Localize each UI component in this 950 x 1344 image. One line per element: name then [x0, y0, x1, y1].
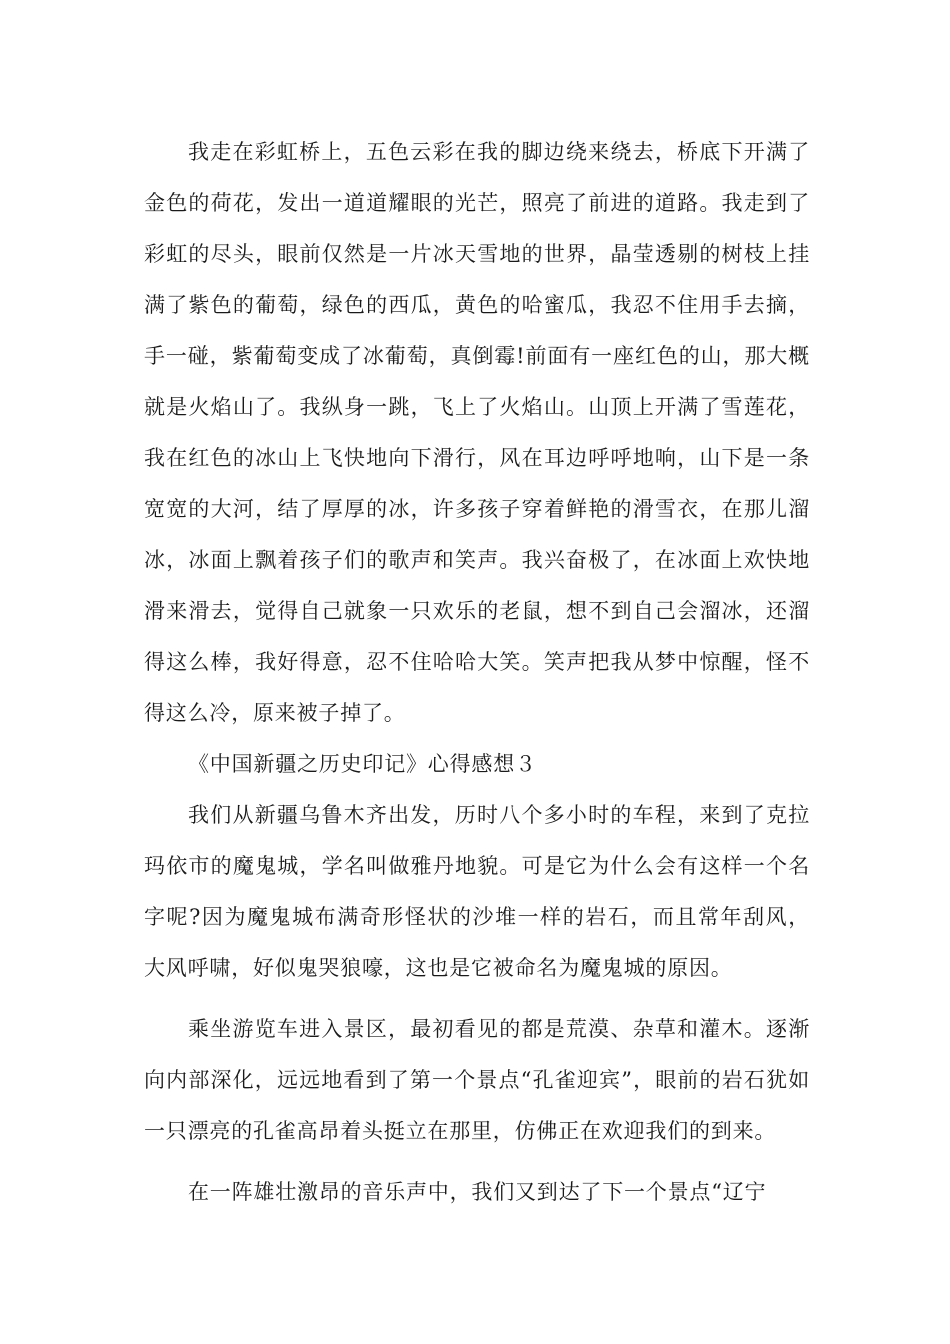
paragraph-next-scene: 在一阵雄壮激昂的音乐声中，我们又到达了下一个景点“辽宁 — [188, 1180, 767, 1204]
document-body — [144, 127, 810, 1218]
paragraph-devil-city-intro: 我们从新疆乌鲁木齐出发，历时八个多小时的车程，来到了克拉玛依市的魔鬼城，学名叫做雅丹地貌。可是它为什么会有这样一个名字呢?因为魔鬼城布满奇形怪状的沙堆一样的岩石，而且常年刮风，大风呼啸，好似鬼哭狼嚎，这也是它被命名为魔鬼城的原因。 — [144, 803, 810, 980]
paragraph-dream-story: 我走在彩虹桥上，五色云彩在我的脚边绕来绕去，桥底下开满了金色的荷花，发出一道道耀眼的光芒，照亮了前进的道路。我走到了彩虹的尽头，眼前仅然是一片冰天雪地的世界，晶莹透剔的树枝上挂满了紫色的葡萄，绿色的西瓜，黄色的哈蜜瓜，我忍不住用手去摘，手一碰，紫葡萄变成了冰葡萄，真倒霉!前面有一座红色的山，那大概就是火焰山了。我纵身一跳，飞上了火焰山。山顶上开满了雪莲花，我在红色的冰山上飞快地向下滑行，风在耳边呼呼地响，山下是一条宽宽的大河，结了厚厚的冰，许多孩子穿着鲜艳的滑雪衣，在那儿溜冰，冰面上飘着孩子们的歌声和笑声。我兴奋极了，在冰面上欢快地滑来滑去，觉得自己就象一只欢乐的老鼠，想不到自己会溜冰，还溜得这么棒，我好得意，忍不住哈哈大笑。笑声把我从梦中惊醒，怪不得这么冷，原来被子掉了。 — [144, 140, 810, 725]
section-heading: 《中国新疆之历史印记》心得感想３ — [188, 752, 537, 776]
paragraph-peacock-scene: 乘坐游览车进入景区，最初看见的都是荒漠、杂草和灌木。逐渐向内部深化，远远地看到了第一个景点“孔雀迎宾”，眼前的岩石犹如一只漂亮的孔雀高昂着头挺立在那里，仿佛正在欢迎我们的到来。 — [144, 1017, 810, 1143]
